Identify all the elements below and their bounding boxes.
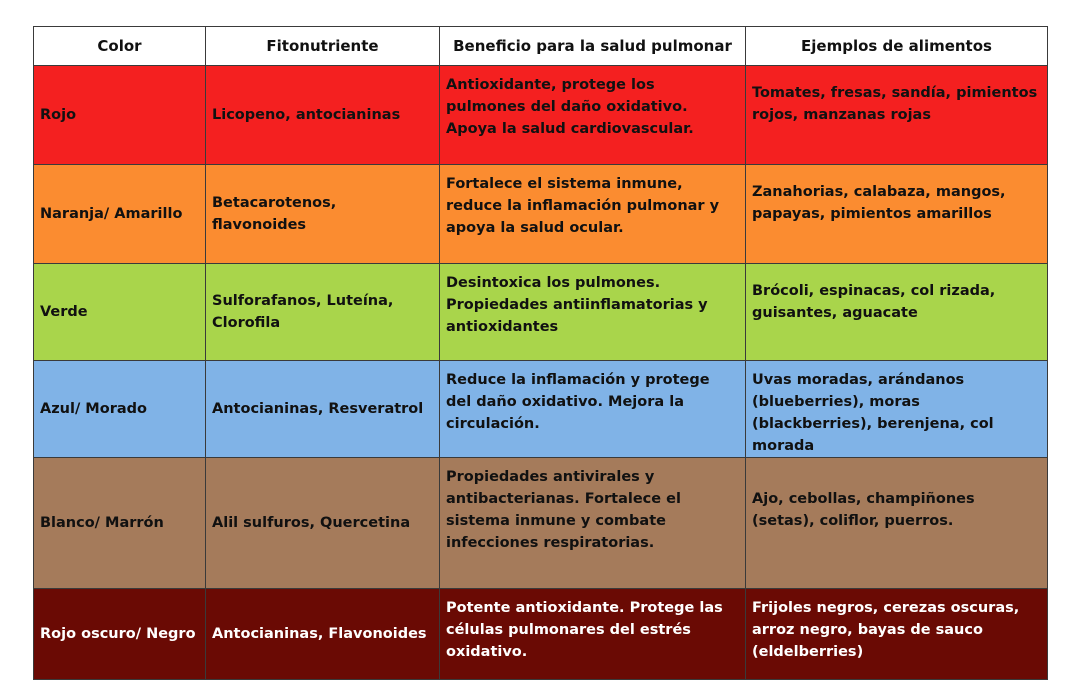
cell-fitonutriente: Sulforafanos, Luteína, Clorofila [206,264,440,361]
phytonutrient-table [33,26,1048,680]
cell-fitonutriente: Betacarotenos, flavonoides [206,165,440,264]
cell-color: Verde [34,264,206,361]
table-row-verde [34,264,1048,361]
cell-color: Naranja/ Amarillo [34,165,206,264]
cell-fitonutriente: Licopeno, antocianinas [206,66,440,165]
header-beneficio: Beneficio para la salud pulmonar [440,27,746,66]
header-alimentos: Ejemplos de alimentos [746,27,1048,66]
cell-alimentos: Ajo, cebollas, champiñones (setas), coliflor, puerros. [746,458,1048,589]
cell-color: Blanco/ Marrón [34,458,206,589]
table-row-oscuro [34,589,1048,680]
cell-alimentos: Frijoles negros, cerezas oscuras, arroz negro, bayas de sauco (eldelberries) [746,589,1048,680]
cell-beneficio: Fortalece el sistema inmune, reduce la inflamación pulmonar y apoya la salud ocular. [440,165,746,264]
cell-alimentos: Brócoli, espinacas, col rizada, guisantes, aguacate [746,264,1048,361]
cell-alimentos: Uvas moradas, arándanos (blueberries), moras (blackberries), berenjena, col morada [746,361,1048,458]
cell-fitonutriente: Alil sulfuros, Quercetina [206,458,440,589]
cell-beneficio: Desintoxica los pulmones. Propiedades antiinflamatorias y antioxidantes [440,264,746,361]
table-row-naranja [34,165,1048,264]
table-row-blanco [34,458,1048,589]
cell-color: Azul/ Morado [34,361,206,458]
header-row [34,27,1048,66]
cell-color: Rojo oscuro/ Negro [34,589,206,680]
cell-fitonutriente: Antocianinas, Flavonoides [206,589,440,680]
header-color: Color [34,27,206,66]
cell-beneficio: Potente antioxidante. Protege las células pulmonares del estrés oxidativo. [440,589,746,680]
cell-alimentos: Tomates, fresas, sandía, pimientos rojos, manzanas rojas [746,66,1048,165]
cell-alimentos: Zanahorias, calabaza, mangos, papayas, pimientos amarillos [746,165,1048,264]
cell-beneficio: Reduce la inflamación y protege del daño oxidativo. Mejora la circulación. [440,361,746,458]
cell-beneficio: Propiedades antivirales y antibacterianas. Fortalece el sistema inmune y combate infecciones respiratorias. [440,458,746,589]
table-row-azul [34,361,1048,458]
cell-beneficio: Antioxidante, protege los pulmones del daño oxidativo. Apoya la salud cardiovascular. [440,66,746,165]
header-fitonutriente: Fitonutriente [206,27,440,66]
cell-color: Rojo [34,66,206,165]
cell-fitonutriente: Antocianinas, Resveratrol [206,361,440,458]
table-row-rojo [34,66,1048,165]
